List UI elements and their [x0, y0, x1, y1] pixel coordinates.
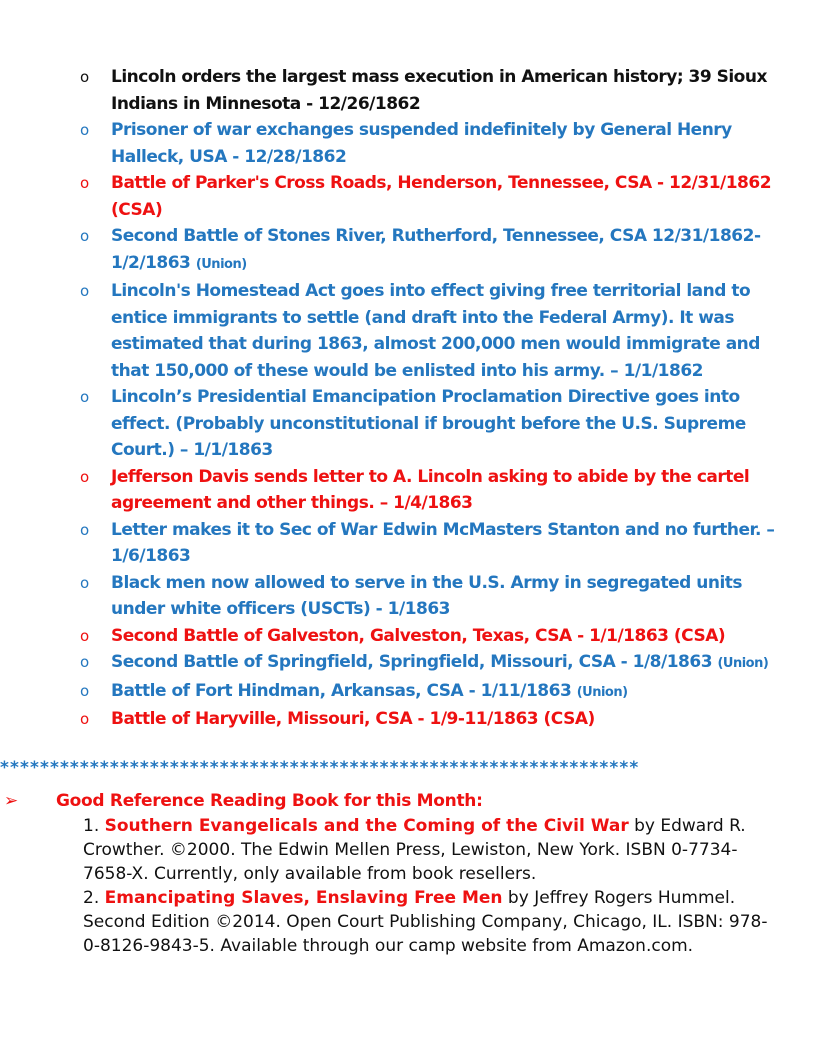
- event-side-tag: (Union): [717, 656, 769, 671]
- timeline-event: [80, 170, 780, 223]
- timeline-event: [80, 464, 780, 517]
- event-text: Prisoner of war exchanges suspended indefinitely by General Henry Halleck, USA - 12/28/1862: [111, 120, 732, 167]
- timeline-event: [80, 223, 780, 278]
- event-text: Jefferson Davis sends letter to A. Lincoln asking to abide by the cartel agreement and other things. – 1/4/1863: [111, 466, 750, 513]
- timeline-event: [80, 649, 780, 678]
- timeline-event: [80, 623, 780, 650]
- event-timeline: [80, 64, 780, 733]
- event-text: Lincoln's Homestead Act goes into effect giving free territorial land to entice immigrants to settle (and draft into the Federal Army). It was estimated that during 1863, almost 200,000 men would immigrate and that 150,000 of these would be enlisted into his army. – 1/1/1862: [111, 281, 760, 381]
- circle-bullet-icon: o: [80, 121, 89, 139]
- arrow-bullet-icon: ➢: [4, 791, 18, 811]
- book-title: Southern Evangelicals and the Coming of the Civil War: [104, 816, 629, 836]
- circle-bullet-icon: o: [80, 520, 89, 539]
- event-side-tag: (Union): [576, 684, 628, 700]
- circle-bullet-icon: o: [80, 710, 89, 728]
- book-list: [0, 814, 800, 958]
- event-text: Battle of Haryville, Missouri, CSA - 1/9-11/1863 (CSA): [111, 709, 595, 729]
- timeline-event: [80, 706, 780, 733]
- timeline-event: [80, 570, 780, 623]
- reading-heading-text: Good Reference Reading Book for this Month:: [56, 791, 483, 811]
- book-entry: [83, 814, 768, 886]
- separator-line: ****************************************************************: [0, 758, 640, 778]
- event-text: Lincoln orders the largest mass execution in American history; 39 Sioux Indians in Minnesota - 12/26/1862: [111, 67, 767, 114]
- event-side-tag: (Union): [195, 256, 247, 272]
- circle-bullet-icon: o: [80, 681, 89, 700]
- book-title: Emancipating Slaves, Enslaving Free Men: [104, 888, 503, 908]
- timeline-event: [80, 278, 780, 384]
- reading-section: [0, 788, 800, 958]
- event-text: Lincoln’s Presidential Emancipation Proclamation Directive goes into effect. (Probably unconstitutional if brought before the U.S. Supreme Court.) – 1/1/1863: [111, 387, 746, 460]
- circle-bullet-icon: o: [80, 573, 89, 592]
- book-number: 1.: [83, 816, 105, 836]
- event-text: Second Battle of Galveston, Galveston, Texas, CSA - 1/1/1863 (CSA): [111, 625, 726, 646]
- circle-bullet-icon: o: [80, 626, 89, 645]
- timeline-event: [80, 517, 780, 570]
- circle-bullet-icon: o: [80, 467, 89, 486]
- event-text: Letter makes it to Sec of War Edwin McMasters Stanton and no further. – 1/6/1863: [111, 519, 775, 566]
- book-details: by Edward R. Crowther. ©2000. The Edwin Mellen Press, Lewiston, New York. ISBN 0-7734-7658-X. Currently, only available from book resellers.: [83, 816, 746, 884]
- circle-bullet-icon: o: [80, 174, 89, 192]
- book-entry: [83, 886, 768, 958]
- circle-bullet-icon: o: [80, 388, 89, 406]
- event-text: Battle of Parker's Cross Roads, Henderson, Tennessee, CSA - 12/31/1862 (CSA): [111, 173, 772, 220]
- event-text: Black men now allowed to serve in the U.S. Army in segregated units under white officers (USCTs) - 1/1863: [111, 572, 743, 619]
- book-number: 2.: [83, 888, 105, 908]
- book-details: by Jeffrey Rogers Hummel. Second Edition ©2014. Open Court Publishing Company, Chicago, IL. ISBN: 978-0-8126-9843-5. Available through our camp website from Amazon.com.: [83, 888, 768, 956]
- timeline-event: [80, 384, 780, 464]
- reading-heading: [0, 788, 800, 814]
- event-text: Second Battle of Stones River, Rutherford, Tennessee, CSA 12/31/1862-1/2/1863: [111, 226, 761, 273]
- event-text: Battle of Fort Hindman, Arkansas, CSA - 1/11/1863: [111, 680, 577, 701]
- timeline-event: [80, 117, 780, 170]
- timeline-event: [80, 64, 780, 117]
- circle-bullet-icon: o: [80, 68, 89, 86]
- circle-bullet-icon: o: [80, 653, 89, 671]
- timeline-event: [80, 678, 780, 707]
- circle-bullet-icon: o: [80, 227, 89, 245]
- event-text: Second Battle of Springfield, Springfield, Missouri, CSA - 1/8/1863: [111, 652, 718, 672]
- circle-bullet-icon: o: [80, 282, 89, 300]
